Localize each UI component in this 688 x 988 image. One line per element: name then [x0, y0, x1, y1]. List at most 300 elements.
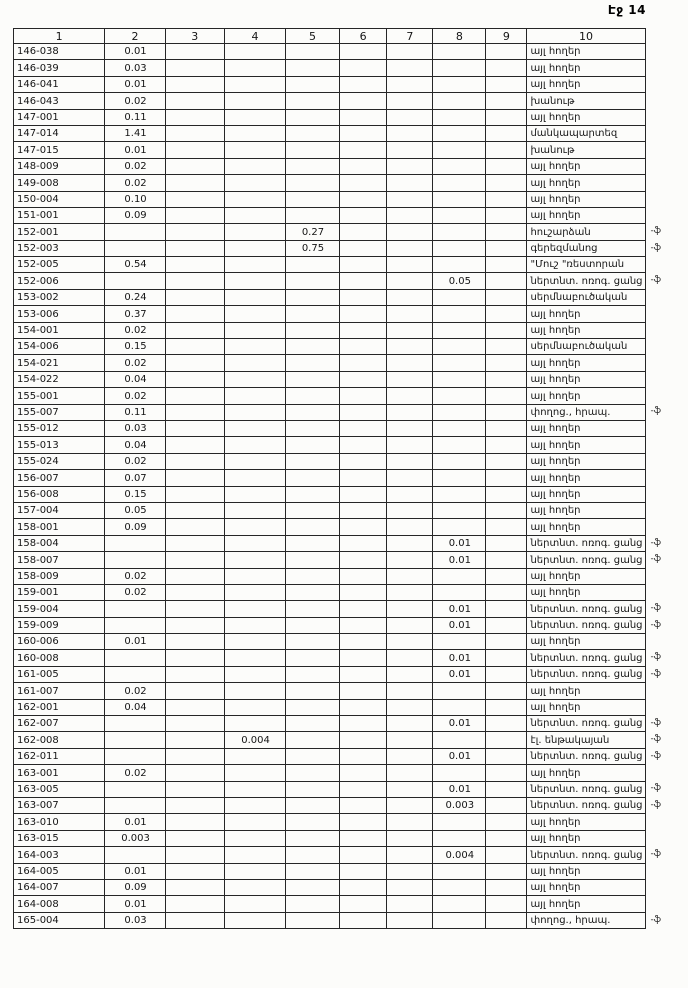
value-cell	[486, 896, 527, 912]
value-cell	[339, 666, 387, 682]
parcel-code-cell: 154-021	[14, 355, 105, 371]
value-cell	[165, 44, 224, 60]
value-cell: 0.04	[105, 371, 165, 387]
value-cell	[224, 781, 285, 797]
parcel-code-cell: 152-006	[14, 273, 105, 289]
margin-note: -ֆ	[650, 783, 661, 794]
value-cell	[486, 601, 527, 617]
value-cell	[224, 830, 285, 846]
value-cell	[387, 732, 433, 748]
land-use-cell: "Մուշ "ռեստորան	[527, 257, 645, 273]
land-use-cell: այլ հողեր	[527, 765, 645, 781]
value-cell	[224, 552, 285, 568]
value-cell	[165, 273, 224, 289]
value-cell	[165, 584, 224, 600]
value-cell	[339, 617, 387, 633]
value-cell	[433, 584, 486, 600]
value-cell	[387, 470, 433, 486]
margin-note	[645, 76, 688, 92]
value-cell: 0.01	[105, 76, 165, 92]
land-use-cell: այլ հողեր	[527, 371, 645, 387]
value-cell	[339, 634, 387, 650]
value-cell	[486, 699, 527, 715]
value-cell: 0.09	[105, 519, 165, 535]
land-use-cell: ներտնտ. ոռոգ. ցանց	[527, 273, 645, 289]
value-cell	[224, 339, 285, 355]
table-row	[14, 60, 688, 76]
parcel-code-cell: 158-001	[14, 519, 105, 535]
value-cell	[286, 76, 339, 92]
value-cell	[339, 879, 387, 895]
land-use-cell: այլ հողեր	[527, 158, 645, 174]
value-cell	[286, 306, 339, 322]
value-cell	[286, 289, 339, 305]
value-cell: 0.11	[105, 404, 165, 420]
margin-note	[645, 568, 688, 584]
value-cell	[286, 879, 339, 895]
value-cell: 0.004	[433, 847, 486, 863]
value-cell	[339, 535, 387, 551]
value-cell	[286, 175, 339, 191]
value-cell: 0.01	[105, 863, 165, 879]
value-cell	[433, 699, 486, 715]
land-use-cell: այլ հողեր	[527, 519, 645, 535]
value-cell	[387, 879, 433, 895]
value-cell	[165, 863, 224, 879]
table-row	[14, 634, 688, 650]
value-cell: 0.09	[105, 207, 165, 223]
value-cell	[339, 765, 387, 781]
value-cell	[433, 142, 486, 158]
value-cell	[224, 175, 285, 191]
value-cell: 0.04	[105, 699, 165, 715]
margin-note: -ֆ	[650, 275, 661, 286]
table-row	[14, 240, 688, 256]
value-cell	[387, 863, 433, 879]
land-use-cell: այլ հողեր	[527, 879, 645, 895]
value-cell	[387, 125, 433, 141]
value-cell	[165, 404, 224, 420]
value-cell	[165, 420, 224, 436]
land-use-cell: այլ հողեր	[527, 584, 645, 600]
land-use-cell: հուշարձան	[527, 224, 645, 240]
value-cell	[339, 289, 387, 305]
value-cell: 0.02	[105, 765, 165, 781]
value-cell	[224, 453, 285, 469]
value-cell	[339, 716, 387, 732]
value-cell	[486, 732, 527, 748]
value-cell	[486, 666, 527, 682]
value-cell	[339, 486, 387, 502]
parcel-code-cell: 154-006	[14, 339, 105, 355]
value-cell	[286, 683, 339, 699]
value-cell	[224, 650, 285, 666]
table-row	[14, 125, 688, 141]
value-cell	[433, 404, 486, 420]
value-cell	[165, 666, 224, 682]
table-row	[14, 863, 688, 879]
value-cell	[286, 748, 339, 764]
table-row	[14, 568, 688, 584]
value-cell	[486, 191, 527, 207]
value-cell	[224, 420, 285, 436]
value-cell	[486, 683, 527, 699]
value-cell	[165, 207, 224, 223]
value-cell	[387, 781, 433, 797]
value-cell	[486, 584, 527, 600]
value-cell	[286, 470, 339, 486]
parcel-code-cell: 150-004	[14, 191, 105, 207]
value-cell	[224, 371, 285, 387]
land-use-cell: այլ հողեր	[527, 683, 645, 699]
value-cell	[486, 748, 527, 764]
value-cell	[486, 535, 527, 551]
value-cell	[224, 240, 285, 256]
value-cell	[339, 175, 387, 191]
value-cell: 0.03	[105, 912, 165, 928]
column-header: 10	[527, 29, 645, 44]
value-cell: 0.15	[105, 339, 165, 355]
value-cell	[339, 76, 387, 92]
value-cell	[165, 847, 224, 863]
value-cell	[165, 322, 224, 338]
value-cell	[433, 420, 486, 436]
value-cell	[286, 44, 339, 60]
value-cell	[486, 470, 527, 486]
value-cell	[387, 322, 433, 338]
value-cell	[339, 109, 387, 125]
value-cell	[224, 847, 285, 863]
land-use-cell: այլ հողեր	[527, 896, 645, 912]
margin-note	[645, 93, 688, 109]
value-cell	[433, 289, 486, 305]
land-use-cell: այլ հողեր	[527, 207, 645, 223]
value-cell	[339, 781, 387, 797]
value-cell	[286, 519, 339, 535]
value-cell	[224, 44, 285, 60]
value-cell: 0.01	[105, 142, 165, 158]
margin-note	[645, 306, 688, 322]
table-row	[14, 371, 688, 387]
margin-note	[645, 44, 688, 60]
value-cell: 0.02	[105, 568, 165, 584]
value-cell	[433, 339, 486, 355]
value-cell	[387, 814, 433, 830]
value-cell	[286, 666, 339, 682]
value-cell	[486, 175, 527, 191]
parcel-code-cell: 164-007	[14, 879, 105, 895]
value-cell	[105, 650, 165, 666]
value-cell	[433, 486, 486, 502]
margin-note	[645, 683, 688, 699]
parcel-code-cell: 156-008	[14, 486, 105, 502]
land-use-cell: այլ հողեր	[527, 175, 645, 191]
value-cell	[387, 748, 433, 764]
value-cell	[165, 765, 224, 781]
value-cell	[339, 699, 387, 715]
value-cell	[387, 699, 433, 715]
value-cell	[224, 125, 285, 141]
value-cell: 0.10	[105, 191, 165, 207]
value-cell	[105, 273, 165, 289]
parcel-code-cell: 160-008	[14, 650, 105, 666]
value-cell	[433, 453, 486, 469]
value-cell	[433, 224, 486, 240]
value-cell	[286, 716, 339, 732]
value-cell	[165, 76, 224, 92]
value-cell	[339, 847, 387, 863]
land-use-cell: այլ հողեր	[527, 453, 645, 469]
margin-note	[645, 486, 688, 502]
value-cell	[339, 158, 387, 174]
margin-note	[645, 355, 688, 371]
value-cell	[339, 912, 387, 928]
table-row	[14, 158, 688, 174]
margin-note	[645, 60, 688, 76]
value-cell	[165, 912, 224, 928]
table-row	[14, 453, 688, 469]
value-cell	[165, 93, 224, 109]
value-cell	[387, 273, 433, 289]
value-cell	[387, 797, 433, 813]
parcel-code-cell: 149-008	[14, 175, 105, 191]
value-cell	[224, 207, 285, 223]
page-number: Էջ 14	[607, 3, 646, 17]
value-cell	[387, 765, 433, 781]
value-cell	[387, 453, 433, 469]
value-cell	[286, 191, 339, 207]
value-cell	[286, 863, 339, 879]
value-cell	[387, 568, 433, 584]
parcel-code-cell: 152-001	[14, 224, 105, 240]
value-cell	[165, 158, 224, 174]
margin-note	[645, 437, 688, 453]
land-use-cell: այլ հողեր	[527, 191, 645, 207]
land-use-cell: մանկապարտեզ	[527, 125, 645, 141]
value-cell	[339, 650, 387, 666]
value-cell	[286, 273, 339, 289]
value-cell	[387, 224, 433, 240]
value-cell: 0.01	[433, 617, 486, 633]
value-cell	[339, 453, 387, 469]
value-cell	[339, 420, 387, 436]
value-cell	[433, 879, 486, 895]
value-cell	[387, 93, 433, 109]
margin-note	[645, 175, 688, 191]
column-header: 5	[286, 29, 339, 44]
parcel-code-cell: 155-007	[14, 404, 105, 420]
land-use-cell: այլ հողեր	[527, 109, 645, 125]
value-cell	[105, 617, 165, 633]
margin-note	[645, 634, 688, 650]
value-cell	[433, 207, 486, 223]
value-cell	[387, 388, 433, 404]
value-cell	[486, 634, 527, 650]
land-use-cell: գերեզմանոց	[527, 240, 645, 256]
value-cell	[486, 765, 527, 781]
land-use-cell: այլ հողեր	[527, 699, 645, 715]
table-row	[14, 666, 688, 682]
value-cell	[286, 765, 339, 781]
value-cell	[387, 634, 433, 650]
value-cell	[339, 584, 387, 600]
value-cell: 0.01	[433, 552, 486, 568]
land-use-cell: էլ. ենթակայան	[527, 732, 645, 748]
value-cell	[339, 224, 387, 240]
parcel-code-cell: 158-004	[14, 535, 105, 551]
value-cell	[165, 814, 224, 830]
value-cell	[165, 781, 224, 797]
value-cell	[486, 93, 527, 109]
margin-note: -ֆ	[650, 652, 661, 663]
value-cell	[339, 437, 387, 453]
value-cell	[286, 601, 339, 617]
value-cell	[224, 60, 285, 76]
value-cell	[387, 847, 433, 863]
value-cell	[387, 404, 433, 420]
value-cell: 0.27	[286, 224, 339, 240]
parcel-code-cell: 165-004	[14, 912, 105, 928]
value-cell	[286, 371, 339, 387]
value-cell	[286, 502, 339, 518]
value-cell	[224, 716, 285, 732]
parcel-code-cell: 162-011	[14, 748, 105, 764]
value-cell	[286, 420, 339, 436]
parcel-code-cell: 164-008	[14, 896, 105, 912]
table-row	[14, 273, 688, 289]
value-cell	[286, 584, 339, 600]
value-cell	[433, 44, 486, 60]
table-row	[14, 306, 688, 322]
value-cell	[165, 240, 224, 256]
value-cell	[165, 355, 224, 371]
value-cell	[486, 830, 527, 846]
value-cell	[165, 453, 224, 469]
value-cell	[286, 437, 339, 453]
parcel-code-cell: 159-009	[14, 617, 105, 633]
land-use-cell: ներտնտ. ոռոգ. ցանց	[527, 781, 645, 797]
value-cell	[286, 339, 339, 355]
value-cell	[105, 552, 165, 568]
value-cell: 0.01	[433, 601, 486, 617]
value-cell	[286, 486, 339, 502]
value-cell: 0.03	[105, 60, 165, 76]
table-row	[14, 552, 688, 568]
value-cell	[486, 716, 527, 732]
value-cell	[387, 601, 433, 617]
value-cell	[286, 125, 339, 141]
value-cell	[486, 617, 527, 633]
value-cell	[433, 306, 486, 322]
parcel-code-cell: 164-005	[14, 863, 105, 879]
column-header: 2	[105, 29, 165, 44]
table-row	[14, 109, 688, 125]
value-cell	[105, 781, 165, 797]
value-cell	[224, 109, 285, 125]
value-cell	[224, 404, 285, 420]
value-cell	[165, 896, 224, 912]
value-cell: 0.02	[105, 683, 165, 699]
value-cell	[339, 552, 387, 568]
parcel-code-cell: 147-015	[14, 142, 105, 158]
value-cell	[286, 847, 339, 863]
value-cell	[339, 748, 387, 764]
value-cell	[339, 339, 387, 355]
table-row	[14, 142, 688, 158]
table-row	[14, 716, 688, 732]
margin-note: -ֆ	[650, 799, 661, 810]
margin-note: -ֆ	[650, 750, 661, 761]
value-cell	[165, 830, 224, 846]
margin-note: -ֆ	[650, 717, 661, 728]
land-use-cell: այլ հողեր	[527, 437, 645, 453]
margin-note	[645, 765, 688, 781]
land-use-cell: ներտնտ. ոռոգ. ցանց	[527, 748, 645, 764]
margin-note: -ֆ	[650, 734, 661, 745]
value-cell	[286, 830, 339, 846]
margin-note: -ֆ	[650, 242, 661, 253]
value-cell	[224, 322, 285, 338]
value-cell	[433, 158, 486, 174]
value-cell	[433, 355, 486, 371]
margin-note	[645, 191, 688, 207]
value-cell	[486, 847, 527, 863]
land-use-cell: այլ հողեր	[527, 486, 645, 502]
value-cell	[224, 470, 285, 486]
land-use-cell: ներտնտ. ոռոգ. ցանց	[527, 535, 645, 551]
value-cell	[433, 912, 486, 928]
value-cell	[165, 224, 224, 240]
land-use-cell: այլ հողեր	[527, 60, 645, 76]
value-cell	[286, 699, 339, 715]
value-cell	[105, 732, 165, 748]
land-use-cell: այլ հողեր	[527, 863, 645, 879]
value-cell	[165, 60, 224, 76]
parcel-code-cell: 159-001	[14, 584, 105, 600]
value-cell	[286, 322, 339, 338]
value-cell	[339, 797, 387, 813]
value-cell	[387, 207, 433, 223]
parcel-code-cell: 146-039	[14, 60, 105, 76]
value-cell	[387, 896, 433, 912]
parcel-code-cell: 152-005	[14, 257, 105, 273]
value-cell	[387, 535, 433, 551]
value-cell	[165, 879, 224, 895]
value-cell	[486, 371, 527, 387]
land-use-cell: ներտնտ. ոռոգ. ցանց	[527, 601, 645, 617]
table-row	[14, 93, 688, 109]
value-cell	[224, 912, 285, 928]
value-cell	[224, 355, 285, 371]
value-cell: 0.01	[433, 650, 486, 666]
value-cell	[387, 584, 433, 600]
value-cell	[286, 912, 339, 928]
value-cell	[286, 617, 339, 633]
table-row	[14, 175, 688, 191]
value-cell	[224, 568, 285, 584]
value-cell	[286, 404, 339, 420]
value-cell	[339, 322, 387, 338]
value-cell	[224, 142, 285, 158]
value-cell	[165, 257, 224, 273]
value-cell	[387, 142, 433, 158]
table-row	[14, 44, 688, 60]
value-cell	[387, 502, 433, 518]
table-row	[14, 699, 688, 715]
margin-note: -ֆ	[650, 406, 661, 417]
parcel-code-cell: 158-007	[14, 552, 105, 568]
table-row	[14, 879, 688, 895]
